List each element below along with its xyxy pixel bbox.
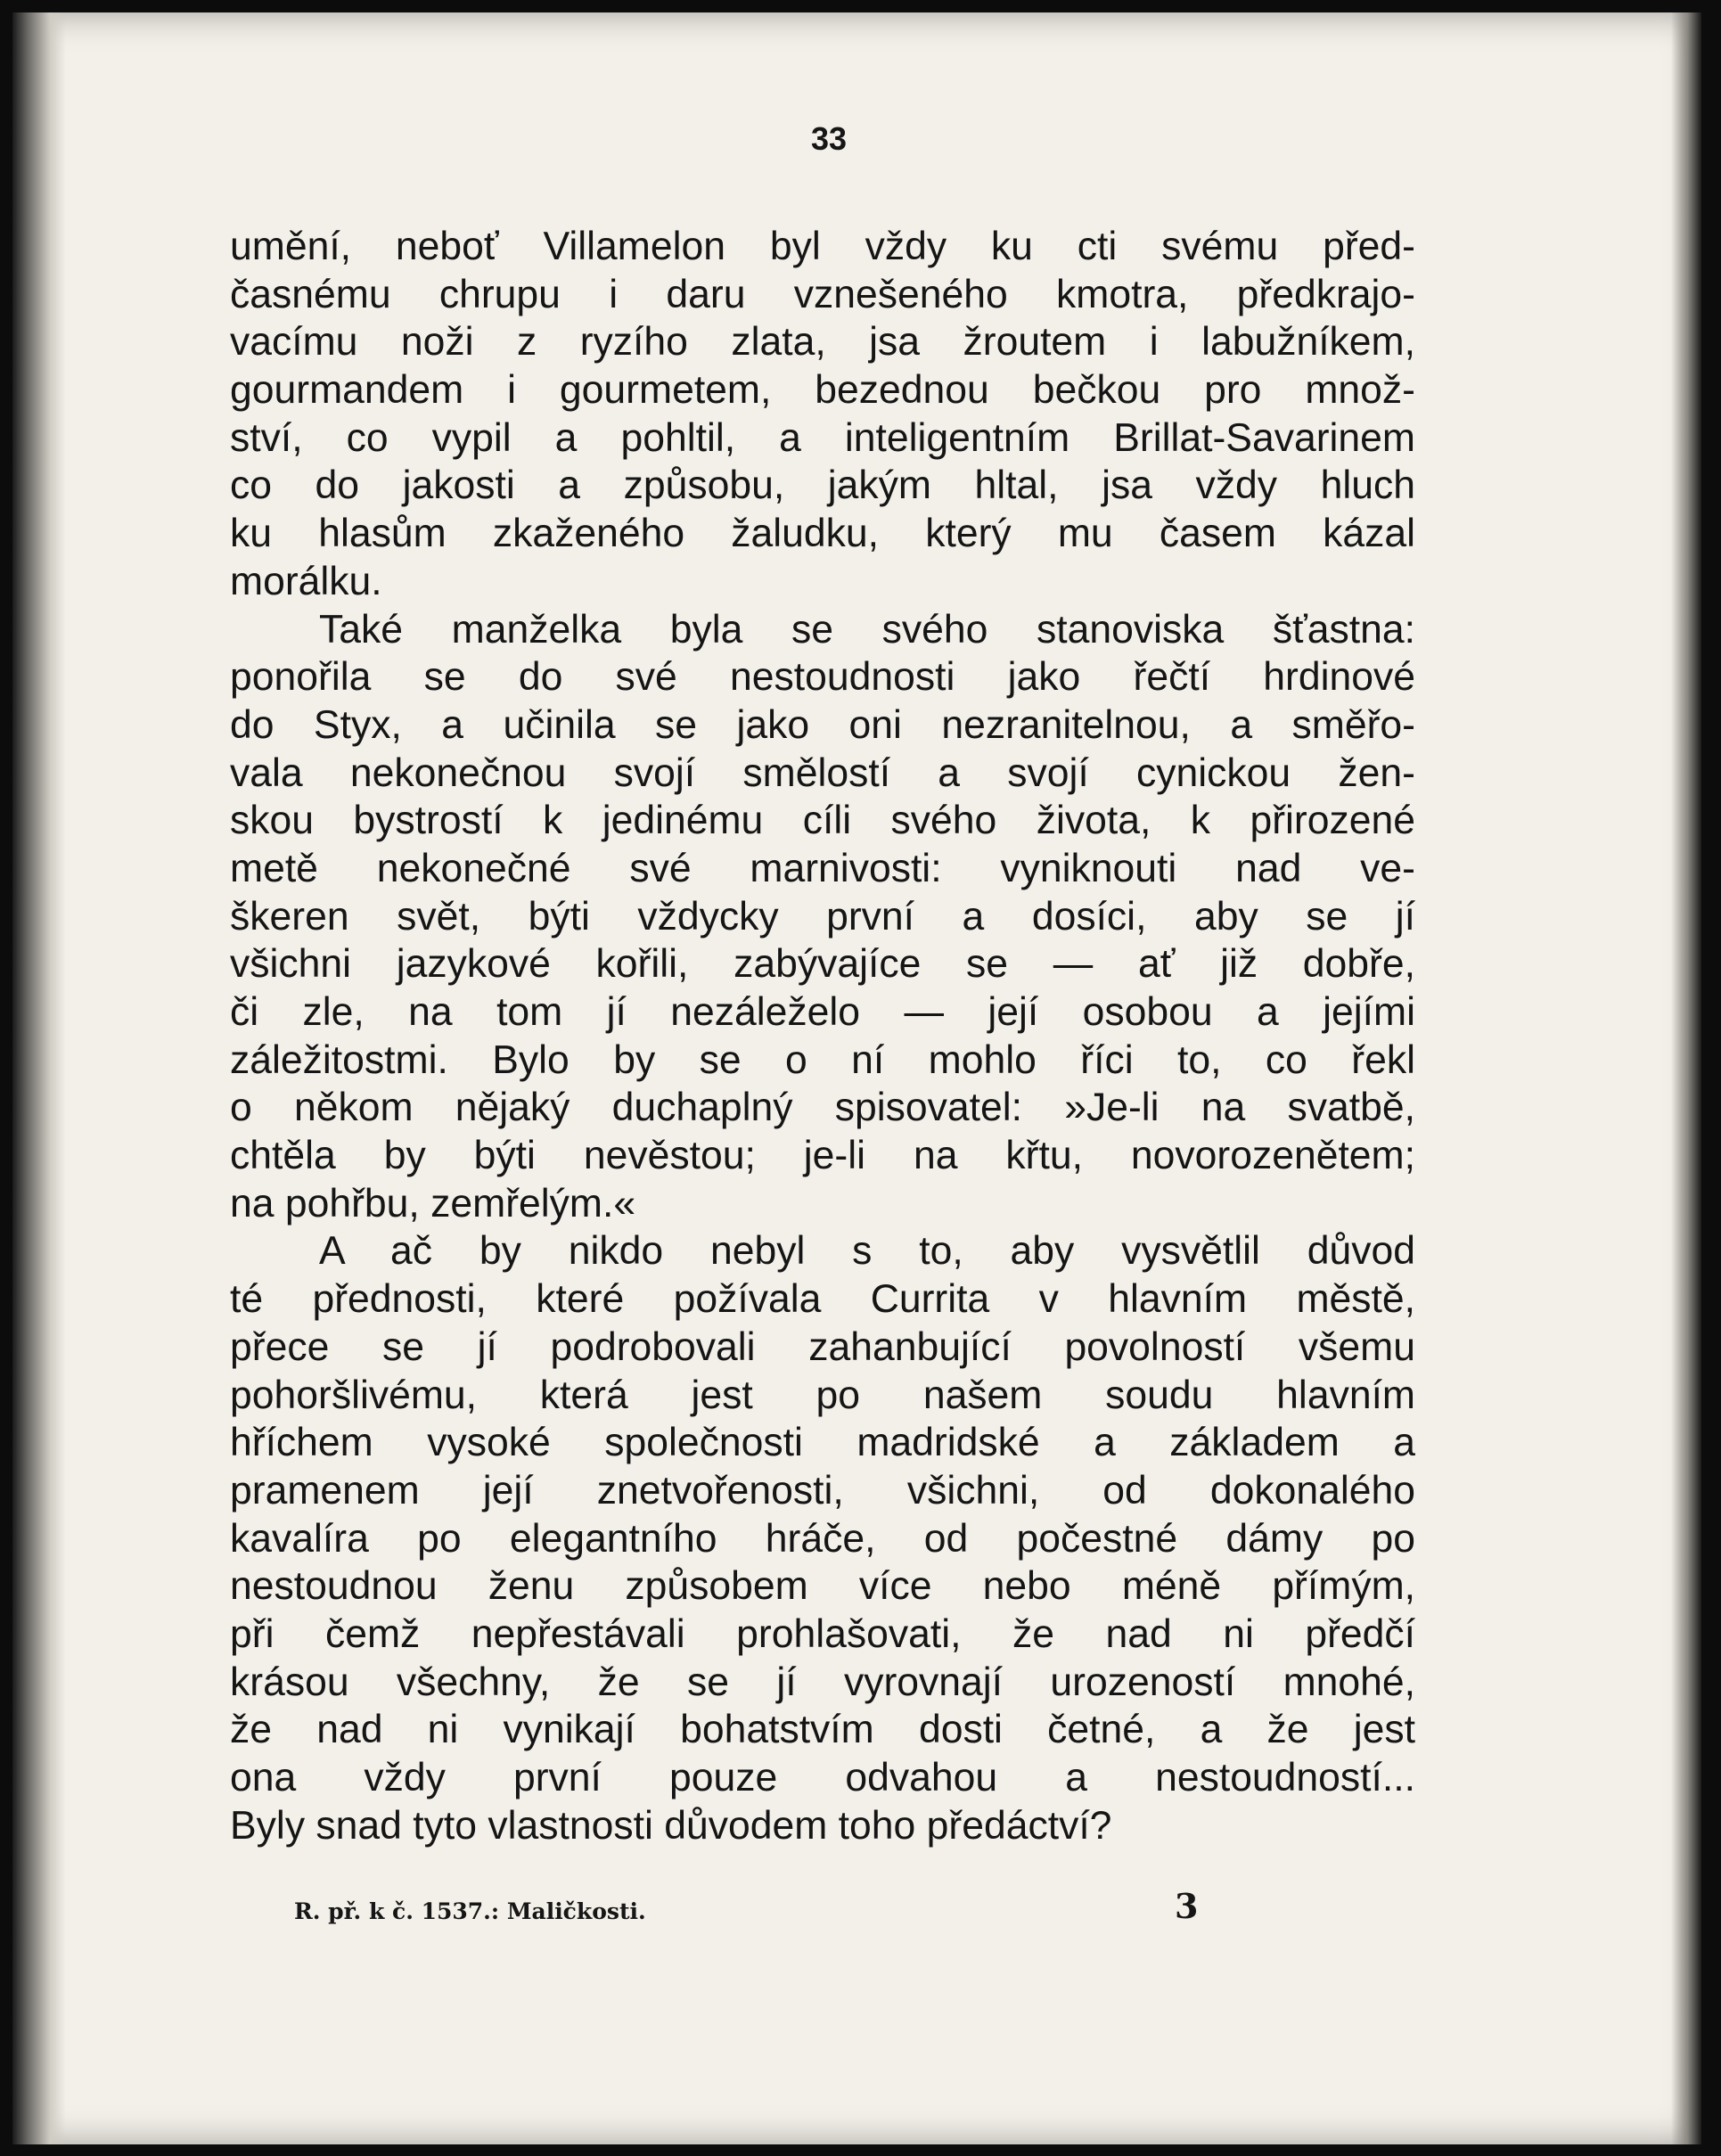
- text-line: morálku.: [230, 559, 382, 603]
- text-line: hříchem vysoké společnosti madridské a základem a: [230, 1421, 1415, 1465]
- text-line: pohoršlivému, která jest po našem soudu hlavním: [230, 1373, 1415, 1417]
- text-line: chtěla by býti nevěstou; je-li na křtu, novorozenětem;: [230, 1134, 1415, 1178]
- text-line: vala nekonečnou svojí smělostí a svojí cynickou žen-: [230, 750, 1415, 795]
- page-left-edge-shadow: [12, 12, 66, 2144]
- text-line: do Styx, a učinila se jako oni nezranitelnou, a směřo-: [230, 702, 1415, 747]
- text-line: ona vždy první pouze odvahou a nestoudností...: [230, 1756, 1415, 1799]
- text-line: záležitostmi. Bylo by se o ní mohlo říci to, co řekl: [230, 1037, 1415, 1082]
- text-line: o někom nějaký duchaplný spisovatel: »Je-li na svatbě,: [230, 1086, 1415, 1130]
- text-line: všichni jazykové kořili, zabývajíce se — ať již dobře,: [230, 942, 1415, 987]
- text-line: přece se jí podrobovali zahanbující povolností všemu: [230, 1324, 1415, 1369]
- text-line: krásou všechny, že se jí vyrovnají urozeností mnohé,: [230, 1660, 1415, 1704]
- page-number: 33: [810, 120, 848, 157]
- text-line: co do jakosti a způsobu, jakým hltal, jsa vždy hluch: [230, 463, 1415, 508]
- text-line: skou bystrostí k jedinému cíli svého života, k přirozené: [230, 799, 1415, 843]
- text-line: či zle, na tom jí nezáleželo — její osobou a jejími: [230, 990, 1415, 1034]
- text-line: ku hlasům zkaženého žaludku, který mu časem kázal: [230, 512, 1415, 556]
- text-line: ství, co vypil a pohltil, a inteligentním Brillat-Savarinem: [230, 415, 1415, 460]
- text-line: že nad ni vynikají bohatstvím dosti četné, a že jest: [230, 1708, 1415, 1752]
- text-line: té přednosti, které požívala Currita v hlavním městě,: [230, 1277, 1415, 1322]
- text-line: metě nekonečné své marnivosti: vyniknouti nad ve-: [230, 846, 1415, 890]
- text-line: kavalíra po elegantního hráče, od počestné dámy po: [230, 1516, 1415, 1561]
- text-line: vacímu noži z ryzího zlata, jsa žroutem i labužníkem,: [230, 320, 1415, 365]
- text-line: gourmandem i gourmetem, bezednou bečkou pro množ-: [230, 368, 1415, 413]
- footer-sheet-number: 3: [1175, 1886, 1199, 1926]
- text-line: škeren svět, býti vždycky první a dosíci, aby se jí: [230, 894, 1415, 939]
- body-text: [230, 223, 1415, 1849]
- text-line: pramenem její znetvořenosti, všichni, od dokonalého: [230, 1468, 1415, 1512]
- text-line: časnému chrupu i daru vznešeného kmotra, předkrajo-: [230, 272, 1415, 316]
- text-line: Také manželka byla se svého stanoviska šťastna:: [319, 607, 1415, 652]
- text-line: nestoudnou ženu způsobem více nebo méně přímým,: [230, 1564, 1415, 1609]
- text-line: na pohřbu, zemřelým.«: [230, 1181, 636, 1226]
- text-line: ponořila se do své nestoudnosti jako řečtí hrdinové: [230, 655, 1415, 700]
- text-line: Byly snad tyto vlastnosti důvodem toho předáctví?: [230, 1803, 1112, 1848]
- footer-signature: R. př. k č. 1537.: Maličkosti.: [294, 1898, 646, 1924]
- text-line: při čemž nepřestávali prohlašovati, že nad ni předčí: [230, 1611, 1415, 1656]
- text-line: umění, neboť Villamelon byl vždy ku cti svému před-: [230, 225, 1415, 268]
- text-line: A ač by nikdo nebyl s to, aby vysvětlil důvod: [319, 1229, 1415, 1274]
- page-right-edge-shadow: [1671, 12, 1701, 2144]
